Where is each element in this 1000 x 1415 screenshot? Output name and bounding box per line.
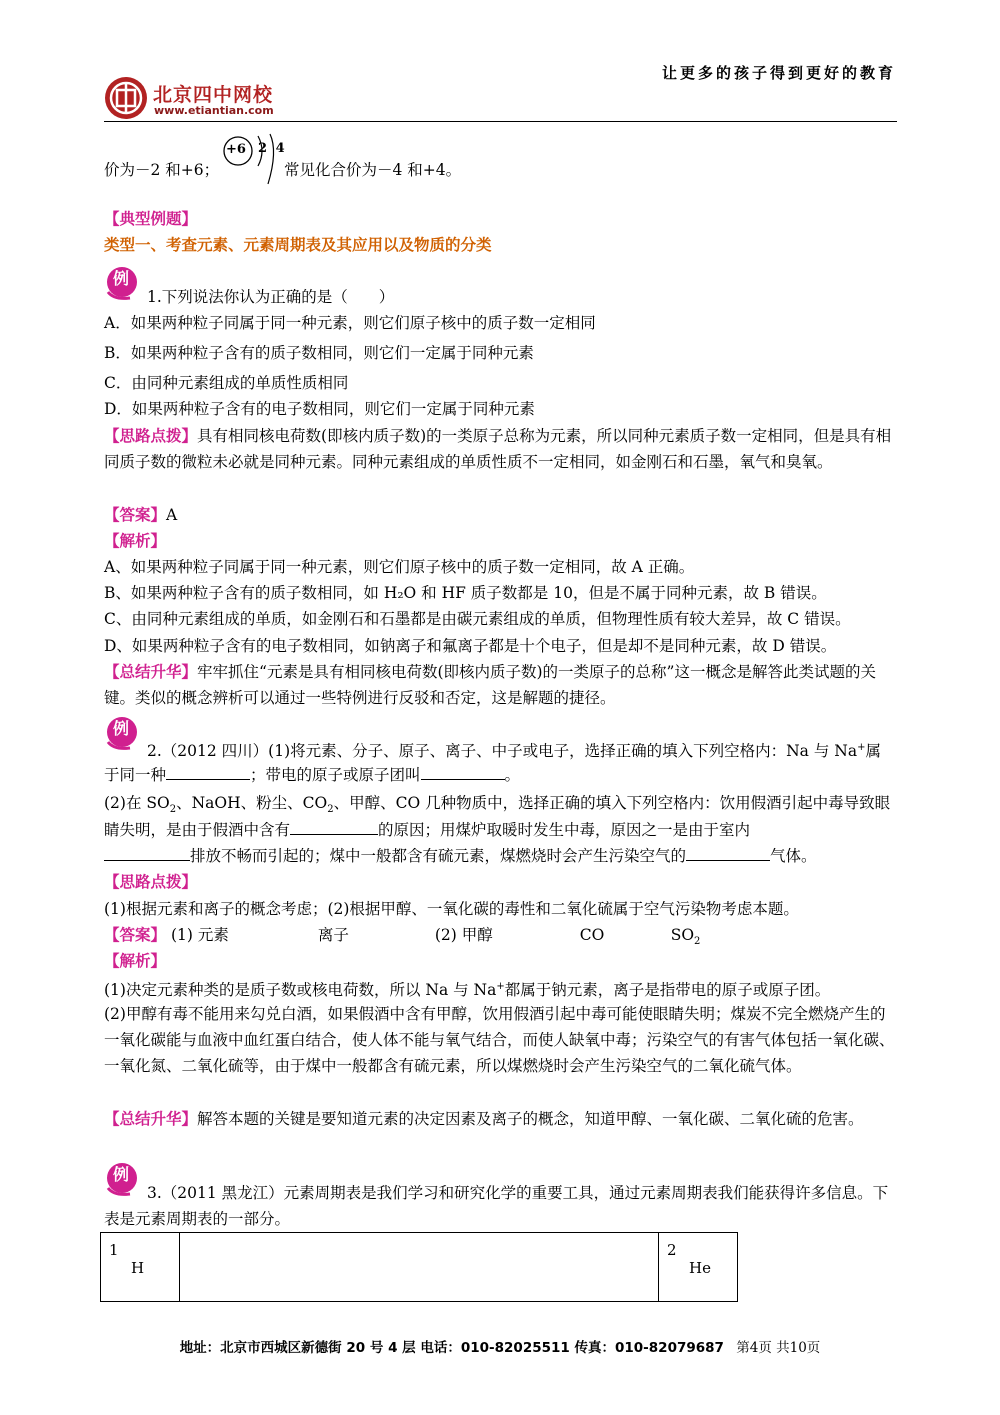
q2-stem-b2: ；带电的原子或原子团叫 — [250, 766, 421, 784]
q2-stem-line5 — [104, 843, 817, 869]
page-footer — [0, 1336, 1000, 1356]
q2-answer-5: SO — [670, 926, 695, 944]
q2-answer-tag: 【答案】 — [104, 926, 167, 944]
q2-blank-3[interactable] — [290, 818, 378, 835]
q2-answer-2: 离子 — [317, 926, 349, 944]
q1-hint — [104, 423, 896, 475]
q1-hint-text: 具有相同核电荷数(即核内质子数)的一类原子总称为元素，所以同种元素质子数一定相同，但是具有相同质子数的微粒未必就是同种元素。同种元素组成的单质性质不一定相同，如金刚石和石墨，氧气和臭氧。 — [104, 427, 892, 471]
q1-analysis-tag: 【解析】 — [104, 532, 167, 550]
element-number: 1 — [109, 1241, 119, 1259]
q2-stem-c3: 、甲醇、CO 几种物质中，选择正确的填入下列空格内：饮用假酒引起中毒导致眼 — [333, 794, 891, 812]
q1-answer-tag: 【答案】 — [104, 506, 167, 524]
q2-answer-1: (1) 元素 — [170, 926, 229, 944]
badge-label: 例 — [113, 269, 130, 288]
q2-stem-a: 2.（2012 四川）(1)将元素、分子、原子、离子、中子或电子，选择正确的填入下列空格内：Na 与 Na — [147, 742, 858, 761]
q1-summary-text: 牢牢抓住“元素是具有相同核电荷数(即核内质子数)的一类原子的总称”这一概念是解答此类试题的关键。类似的概念辨析可以通过一些特例进行反驳和否定，这是解题的捷径。 — [104, 663, 876, 707]
q1-answer — [104, 502, 177, 528]
element-cell-he — [659, 1233, 738, 1302]
q2-stem-e2: 气体。 — [770, 847, 817, 865]
q2-hint-tag: 【思路点拨】 — [104, 873, 198, 891]
footer-contact: 地址：北京市西城区新德街 20 号 4 层 电话：010-82025511 传真：010-82079687 — [179, 1340, 724, 1356]
q2-stem-line2 — [104, 762, 520, 788]
intro-prefix: 价为－2 和+6； — [104, 161, 220, 179]
school-logo-icon — [103, 75, 149, 121]
q2-stem-c1-sub: 2 — [169, 804, 177, 816]
q1-option-a: A．如果两种粒子同属于同一种元素，则它们原子核中的质子数一定相同 — [104, 314, 596, 332]
q1-option-c: C．由同种元素组成的单质性质相同 — [104, 374, 349, 392]
q3-stem: 3.（2011 黑龙江）元素周期表是我们学习和研究化学的重要工具，通过元素周期表我们能获得许多信息。下表是元素周期表的一部分。 — [104, 1184, 889, 1228]
q2-summary-text: 解答本题的关键是要知道元素的决定因素及离子的概念，知道甲醇、一氧化碳、二氧化硫的危害。 — [197, 1110, 864, 1128]
q2-analysis-2: (2)甲醇有毒不能用来勾兑白酒，如果假酒中含有甲醇，饮用假酒引起中毒可能使眼睛失明；煤炭不完全燃烧产生的一氧化碳能与血液中血红蛋白结合，使人体不能与氧气结合，而使人缺氧中毒；污染空气的有害气体包括一氧化碳、一氧化氮、二氧化硫等，由于煤中一般都含有硫元素，所以煤燃烧时会产生污染空气的二氧化硫气体。 — [104, 1005, 895, 1075]
q1-summary — [104, 659, 896, 711]
q2-answer-4: CO — [579, 926, 605, 944]
q2-summary-tag: 【总结升华】 — [104, 1110, 198, 1128]
q2-stem-sup: + — [857, 742, 866, 753]
footer-page: 第4页 共10页 — [736, 1340, 821, 1356]
q2-stem-line4 — [104, 817, 750, 843]
q1-analysis-d: D、如果两种粒子含有的电子数相同，如钠离子和氟离子都是十个电子，但是却不是同种元素，故 D 错误。 — [104, 637, 837, 655]
q1-option-d: D．如果两种粒子含有的电子数相同，则它们一定属于同种元素 — [104, 400, 535, 418]
q2-hint-text: (1)根据元素和离子的概念考虑；(2)根据甲醇、一氧化碳的毒性和二氧化硫属于空气污染物考虑本题。 — [104, 900, 799, 918]
q2-stem-b3: 。 — [504, 766, 521, 784]
atom-shell-electrons: 2 4 — [258, 141, 287, 156]
q2-stem-line1 — [147, 735, 881, 764]
q2-analysis-1-sup: + — [496, 981, 505, 992]
atom-nucleus: +6 — [226, 142, 246, 157]
q2-analysis-1b: 都属于钠元素，离子是指带电的原子或原子团。 — [504, 981, 831, 1000]
logo-url: www.etiantian.com — [154, 104, 274, 117]
q1-hint-tag: 【思路点拨】 — [104, 427, 198, 445]
intro-line — [104, 157, 219, 183]
q2-stem-c2: 、NaOH、粉尘、CO — [176, 794, 328, 812]
q2-answer — [104, 922, 700, 955]
q2-blank-2[interactable] — [421, 763, 505, 780]
badge-label: 例 — [113, 1165, 130, 1184]
q1-answer-value: A — [166, 506, 178, 524]
badge-label: 例 — [113, 719, 130, 738]
element-cell-empty — [180, 1233, 659, 1302]
q2-blank-5[interactable] — [686, 844, 770, 861]
q1-analysis-b: B、如果两种粒子含有的质子数相同，如 H₂O 和 HF 质子数都是 10，但是不属于同种元素，故 B 错误。 — [104, 584, 827, 602]
q2-stem-a-end: 属 — [865, 742, 881, 761]
q2-blank-1[interactable] — [166, 763, 250, 780]
atom-structure-diagram — [218, 132, 288, 188]
q1-analysis-a: A、如果两种粒子同属于同一种元素，则它们原子核中的质子数一定相同，故 A 正确。 — [104, 558, 695, 576]
q1-stem: 1.下列说法你认为正确的是（ ） — [147, 288, 395, 306]
element-cell-h — [101, 1233, 180, 1302]
type-title: 类型一、考查元素、元素周期表及其应用以及物质的分类 — [104, 236, 492, 254]
periodic-table-fragment — [100, 1232, 738, 1302]
intro-suffix: 常见化合价为－4 和+4。 — [284, 161, 462, 179]
q2-analysis-1 — [104, 974, 830, 1003]
header-slogan: 让更多的孩子得到更好的教育 — [661, 64, 896, 82]
q2-analysis-1a: (1)决定元素种类的是质子数或核电荷数，所以 Na 与 Na — [104, 981, 497, 1000]
q1-analysis-c: C、由同种元素组成的单质，如金刚石和石墨都是由碳元素组成的单质，但物理性质有较大差异，故 C 错误。 — [104, 610, 851, 628]
q2-answer-3: (2) 甲醇 — [434, 926, 493, 944]
q2-stem-d1: 睛失明，是由于假酒中含有 — [104, 821, 291, 839]
q2-stem-c2-sub: 2 — [327, 804, 334, 816]
q2-stem-b1: 于同一种 — [104, 766, 167, 784]
element-symbol: He — [689, 1259, 711, 1277]
q1-summary-tag: 【总结升华】 — [104, 663, 198, 681]
q2-summary — [104, 1106, 896, 1132]
q1-option-b: B．如果两种粒子含有的质子数相同，则它们一定属于同种元素 — [104, 344, 534, 362]
q2-analysis-tag: 【解析】 — [104, 952, 167, 970]
element-symbol: H — [131, 1259, 145, 1277]
section-heading: 【典型例题】 — [104, 210, 198, 228]
q2-stem-e1: 排放不畅而引起的；煤中一般都含有硫元素，煤燃烧时会产生污染空气的 — [190, 847, 687, 865]
q2-answer-5-sub: 2 — [694, 936, 701, 948]
q2-blank-4[interactable] — [104, 844, 190, 861]
q2-stem-c1: (2)在 SO — [104, 794, 170, 812]
header-divider — [104, 121, 897, 122]
element-number: 2 — [667, 1241, 677, 1259]
q2-stem-d2: 的原因；用煤炉取暖时发生中毒，原因之一是由于室内 — [378, 821, 751, 839]
logo-text: 北京四中网校 — [153, 84, 274, 106]
